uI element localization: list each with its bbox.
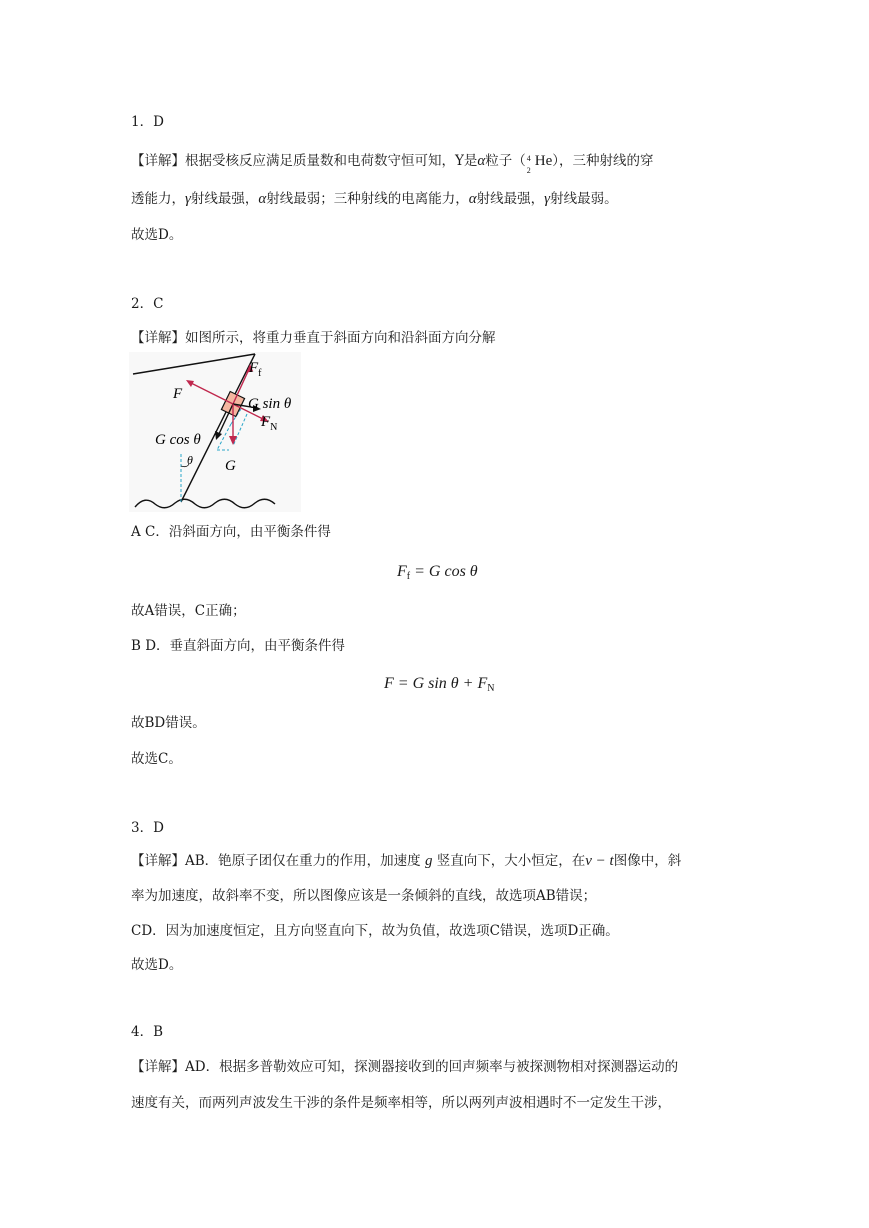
helium-symbol: He [534,153,553,169]
q2-bd-text: B D．垂直斜面方向，由平衡条件得 [131,638,346,654]
label-ff: $F_f$ [249,360,262,379]
q2-conclusion: 故选C。 [131,751,182,767]
q1-detail-line1 [131,151,654,175]
q3-l1-c: 图像中，斜 [613,853,682,869]
force-diagram [129,352,301,512]
equation-2 [384,673,494,700]
q4-l1: AD．根据多普勒效应可知，探测器接收到的回声频率与被探测物相对探测器运动的 [185,1059,679,1075]
q3-heading: 3．D [131,820,164,836]
eq2-main: F = G sin θ + F [384,675,488,692]
alpha-symbol: α [258,191,267,207]
q1-l2-d: 射线最强， [476,191,545,207]
q2-bd-result: 故BD错误。 [131,715,206,731]
q4-line2: 速度有关，而两列声波发生干涉的条件是频率相等，所以两列声波相遇时不一定发生干涉， [131,1095,671,1111]
eq1-rest: = G cos θ [414,563,478,580]
label-gsin: G sin θ [248,396,292,412]
helium-nuclide [526,151,553,175]
label-f: F [173,386,183,402]
q2-ac-text: A C．沿斜面方向，由平衡条件得 [131,524,331,540]
label-fn: $F_N$ [261,414,278,433]
q3-conclusion: 故选D。 [131,957,183,973]
q1-heading: 1．D [131,114,164,130]
q3-line2: 率为加速度，故斜率不变，所以图像应该是一条倾斜的直线，故选项AB错误； [131,888,597,904]
g-symbol: g [424,853,433,869]
detail-tag: 【详解】 [131,1059,185,1075]
detail-tag: 【详解】 [131,153,185,169]
q1-detail-line2 [131,189,618,209]
label-theta: θ [187,453,193,467]
q1-l2-a: 透能力， [131,191,185,207]
equation-1 [397,561,478,588]
alpha-symbol: α [468,191,477,207]
q3-line1 [131,851,681,871]
q4-line1 [131,1057,678,1077]
q1-text-a: 根据受核反应满足质量数和电荷数守恒可知，Y是 [185,153,478,169]
alpha-symbol: α [477,153,486,169]
q1-l2-e: 射线最弱。 [550,191,618,207]
eq1-sub: f [406,571,411,582]
q2-heading: 2．C [131,296,164,312]
eq1-f: F [397,563,407,580]
q1-l2-b: 射线最强， [190,191,259,207]
label-gcos: G cos θ [155,432,201,448]
vt-symbol: v − t [585,853,614,869]
q3-l1-b: 竖直向下，大小恒定，在 [436,853,586,869]
q1-conclusion: 故选D。 [131,227,183,243]
q3-l1-a: AB．铯原子团仅在重力的作用，加速度 [185,853,421,869]
q1-text-b: 粒子（ [485,153,526,169]
gamma-symbol: γ [544,191,551,207]
q2-detail [131,328,496,348]
helium-charge-number: 2 [526,166,531,175]
q4-heading: 4．B [131,1024,164,1040]
q2-detail-text: 如图所示，将重力垂直于斜面方向和沿斜面方向分解 [185,330,496,346]
detail-tag: 【详解】 [131,330,185,346]
gamma-symbol: γ [185,191,191,207]
q1-text-c: ），三种射线的穿 [552,153,654,169]
label-g: G [225,458,236,474]
eq2-sub: N [487,683,495,694]
detail-tag: 【详解】 [131,853,185,869]
helium-mass-number: 4 [526,154,531,163]
q2-ac-result: 故A错误，C正确； [131,603,246,619]
q3-line3: CD．因为加速度恒定，且方向竖直向下，故为负值，故选项C错误，选项D正确。 [131,923,619,939]
q1-l2-c: 射线最弱；三种射线的电离能力， [266,191,469,207]
